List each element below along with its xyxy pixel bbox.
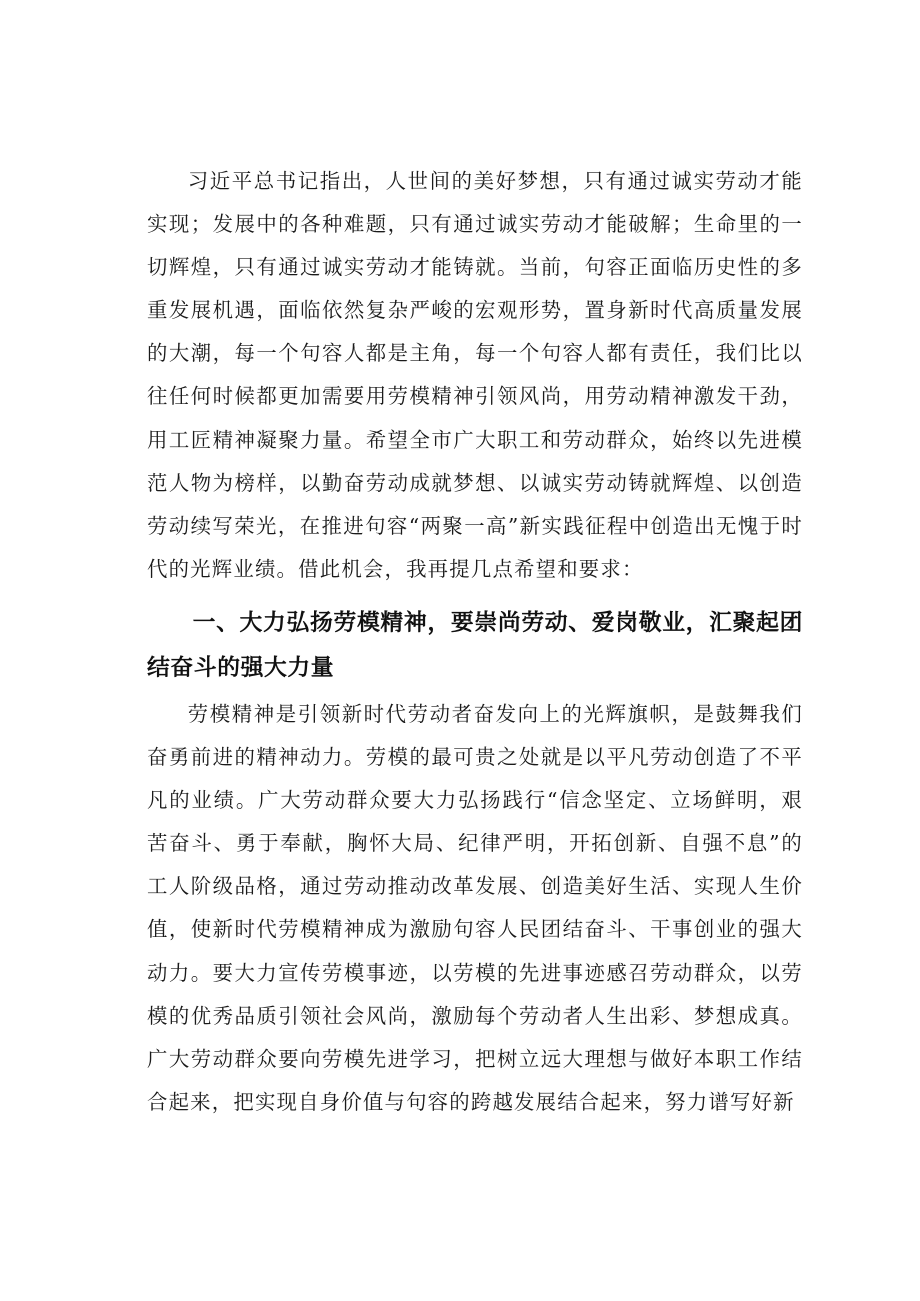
paragraph-section-1: 劳模精神是引领新时代劳动者奋发向上的光辉旗帜，是鼓舞我们奋勇前进的精神动力。劳模的最可贵之处就是以平凡劳动创造了不平凡的业绩。广大劳动群众要大力弘扬践行“信念坚定、立场鲜明，艰苦奋斗、勇于奉献，胸怀大局、纪律严明，开拓创新、自强不息”的工人阶级品格，通过劳动推动改革发展、创造美好生活、实现人生价值，使新时代劳模精神成为激励句容人民团结奋斗、干事创业的强大动力。要大力宣传劳模事迹，以劳模的先进事迹感召劳动群众，以劳模的优秀品质引领社会风尚，激励每个劳动者人生出彩、梦想成真。广大劳动群众要向劳模先进学习，把树立远大理想与做好本职工作结合起来，把实现自身价值与句容的跨越发展结合起来，努力谱写好新 (147, 701, 803, 1114)
document-body (147, 160, 803, 1124)
section-heading-1: 一、大力弘扬劳模精神，要崇尚劳动、爱岗敬业，汇聚起团结奋斗的强大力量 (147, 609, 803, 681)
paragraph-intro: 习近平总书记指出，人世间的美好梦想，只有通过诚实劳动才能实现；发展中的各种难题，只有通过诚实劳动才能破解；生命里的一切辉煌，只有通过诚实劳动才能铸就。当前，句容正面临历史性的多重发展机遇，面临依然复杂严峻的宏观形势，置身新时代高质量发展的大潮，每一个句容人都是主角，每一个句容人都有责任，我们比以往任何时候都更加需要用劳模精神引领风尚，用劳动精神激发干劲，用工匠精神凝聚力量。希望全市广大职工和劳动群众，始终以先进模范人物为榜样，以勤奋劳动成就梦想、以诚实劳动铸就辉煌、以创造劳动续写荣光，在推进句容“两聚一高”新实践征程中创造出无愧于时代的光辉业绩。借此机会，我再提几点希望和要求： (147, 169, 803, 581)
